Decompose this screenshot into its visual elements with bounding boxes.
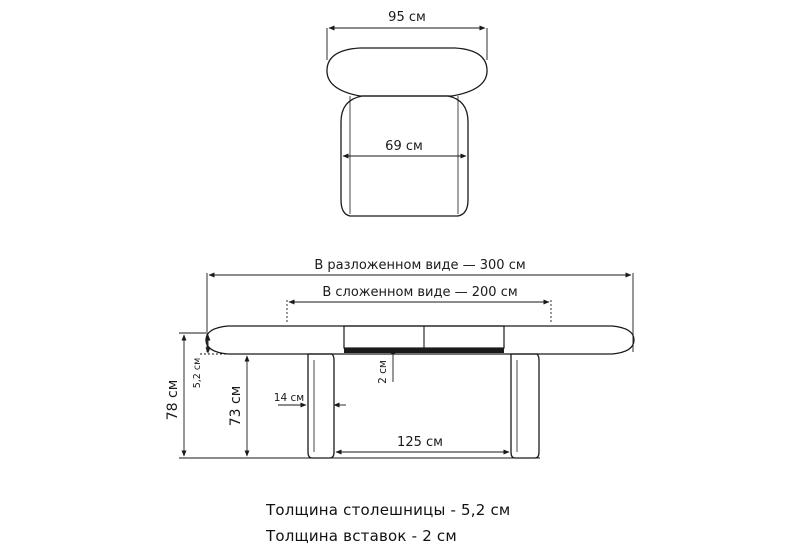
dim-total-height: 78 см — [165, 379, 181, 421]
note-insert-thickness: Толщина вставок - 2 см — [266, 527, 457, 545]
dim-top-width: 95 см — [388, 10, 426, 25]
dim-base-width: 69 см — [385, 139, 423, 154]
dim-insert-thickness: 2 см — [377, 360, 389, 384]
leg-left — [308, 354, 334, 458]
end-view-tabletop — [327, 48, 487, 96]
dim-leg-thickness: 14 см — [273, 392, 305, 404]
dim-folded-length: В сложенном виде — 200 см — [322, 285, 518, 300]
dim-top-thickness: 5,2 см — [192, 357, 203, 389]
end-view — [327, 48, 487, 216]
dim-leg-height: 73 см — [228, 385, 244, 427]
leg-right — [511, 354, 539, 458]
end-view-dimensions — [327, 28, 487, 156]
dim-leg-spacing: 125 см — [397, 435, 443, 450]
dim-extended-length: В разложенном виде — 300 см — [314, 258, 526, 273]
note-top-thickness: Толщина столешницы - 5,2 см — [266, 501, 511, 519]
